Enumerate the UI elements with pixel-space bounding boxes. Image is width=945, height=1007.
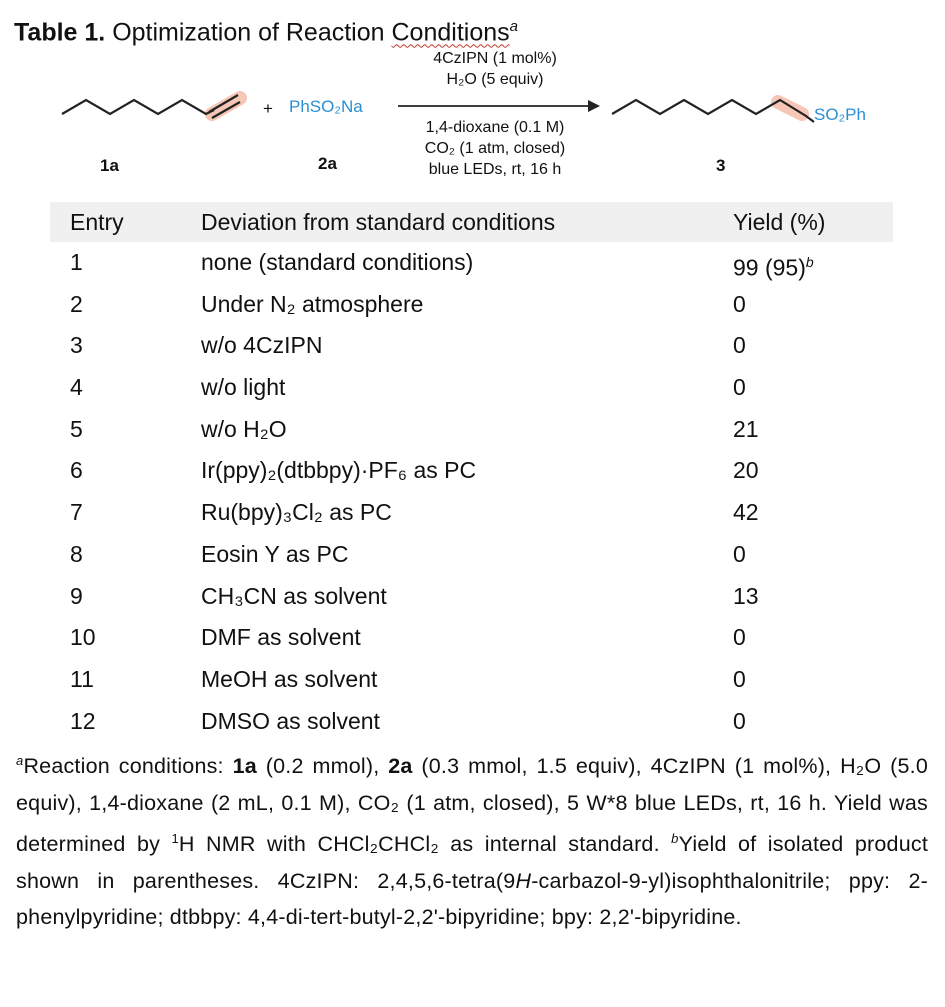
deviation-cell: none (standard conditions) — [201, 249, 474, 275]
footnote-a-text-2: (0.2 mmol), — [256, 754, 389, 779]
table-row — [50, 534, 893, 576]
footnote-a-text-4: H NMR with CHCl₂CHCl₂ as internal standard. — [178, 832, 672, 857]
table-footnote — [16, 743, 928, 936]
yield-cell — [733, 242, 814, 289]
entry-cell: 4 — [70, 374, 83, 401]
conditions-table — [50, 202, 893, 742]
conditions-above — [398, 48, 592, 90]
water-condition: H₂O (5 equiv) — [446, 71, 544, 88]
conditions-below — [398, 117, 592, 180]
table-row — [50, 576, 893, 618]
entry-cell: 6 — [70, 457, 83, 484]
solvent-condition: 1,4-dioxane (0.1 M) — [425, 119, 565, 136]
yield-value: 99 (95) — [733, 254, 806, 281]
substrate-label: 1a — [100, 156, 119, 175]
footnote-2a: 2a — [388, 754, 413, 779]
entry-cell: 12 — [70, 707, 96, 734]
entry-cell: 9 — [70, 582, 83, 609]
plus-sign: + — [263, 99, 273, 118]
entry-cell: 3 — [70, 332, 83, 359]
header-deviation: Deviation from standard conditions — [201, 209, 556, 235]
footnote-a-mark: a — [16, 753, 24, 768]
table-row — [50, 284, 893, 326]
deviation-cell: w/o light — [201, 374, 286, 401]
table-row — [50, 325, 893, 367]
deviation-cell: Ir(ppy)₂(dtbbpy)·PF₆ as PC — [201, 457, 477, 484]
table-row — [50, 659, 893, 701]
yield-cell: 13 — [733, 582, 759, 609]
atmosphere-condition: CO₂ (1 atm, closed) — [424, 140, 566, 157]
title-note-mark: a — [509, 18, 518, 35]
yield-cell: 20 — [733, 457, 759, 484]
table-row — [50, 450, 893, 492]
header-entry: Entry — [70, 209, 124, 235]
yield-cell: 0 — [733, 332, 746, 359]
entry-cell: 5 — [70, 415, 83, 442]
table-header-row — [50, 202, 893, 242]
reaction-scheme — [0, 44, 945, 194]
deviation-cell: w/o H₂O — [201, 415, 287, 442]
deviation-cell: Ru(bpy)₃Cl₂ as PC — [201, 499, 392, 526]
title-tail: Conditions — [391, 18, 510, 47]
table-row — [50, 701, 893, 743]
yield-cell: 21 — [733, 415, 759, 442]
deviation-cell: DMSO as solvent — [201, 707, 380, 734]
deviation-cell: Under N₂ atmosphere — [201, 290, 424, 317]
entry-cell: 1 — [70, 249, 83, 275]
footnote-1a: 1a — [232, 754, 257, 779]
footnote-nmr-sup: 1 — [171, 831, 179, 847]
yield-cell: 0 — [733, 540, 746, 567]
alkene-highlight — [212, 98, 240, 114]
footnote-b-text: Yield of isolated product shown in parentheses. 4CzIPN: 2,4,5,6-tetra(9 — [16, 832, 928, 893]
table-row — [50, 492, 893, 534]
table-row — [50, 242, 893, 284]
deviation-cell: MeOH as solvent — [201, 665, 378, 692]
yield-cell: 0 — [733, 665, 746, 692]
reagent-formula: PhSO₂Na — [289, 97, 363, 116]
reaction-arrow-head — [588, 100, 600, 112]
deviation-cell: Eosin Y as PC — [201, 540, 349, 567]
footnote-a-text-3: (0.3 mmol, 1.5 equiv), 4CzIPN (1 mol%), H₂O (5.0 equiv), 1,4-dioxane (2 mL, 0.1 M), CO₂ (1 atm, closed), 5 W*8 blue LEDs, rt, 16 h. Yield was determined by — [16, 754, 928, 857]
entry-cell: 10 — [70, 624, 96, 651]
light-condition: blue LEDs, rt, 16 h — [428, 161, 562, 178]
reagent-label: 2a — [318, 154, 337, 173]
table-row — [50, 409, 893, 451]
product-sulfonyl-group: SO₂Ph — [814, 105, 866, 124]
deviation-cell: CH₃CN as solvent — [201, 582, 387, 609]
table-row — [50, 617, 893, 659]
header-yield: Yield (%) — [733, 209, 826, 235]
table-number: Table 1. — [14, 18, 106, 47]
yield-cell: 0 — [733, 374, 746, 401]
catalyst-condition: 4CzIPN (1 mol%) — [433, 50, 557, 67]
footnote-b-mark: b — [671, 831, 679, 847]
table-row — [50, 367, 893, 409]
yield-note-mark: b — [805, 254, 814, 270]
entry-cell: 8 — [70, 540, 83, 567]
yield-cell: 0 — [733, 290, 746, 317]
footnote-b-text-2: -carbazol-9-yl)isophthalonitrile; ppy: 2-phenylpyridine; dtbbpy: 4,4-di-tert-butyl-2,2'-bipyridine; bpy: 2,2'-bipyridine. — [16, 868, 928, 930]
title-text: Optimization of Reaction — [105, 18, 392, 47]
deviation-cell: w/o 4CzIPN — [201, 332, 323, 359]
footnote-b-italic: H — [515, 868, 532, 893]
deviation-cell: DMF as solvent — [201, 624, 361, 651]
yield-cell: 0 — [733, 707, 746, 734]
entry-cell: 11 — [70, 665, 94, 692]
substrate-chain — [62, 100, 214, 114]
entry-cell: 2 — [70, 290, 83, 317]
product-label: 3 — [716, 156, 726, 175]
footnote-a-text-1: Reaction conditions: — [23, 754, 233, 779]
yield-cell: 42 — [733, 499, 759, 526]
yield-cell: 0 — [733, 624, 746, 651]
entry-cell: 7 — [70, 499, 83, 526]
